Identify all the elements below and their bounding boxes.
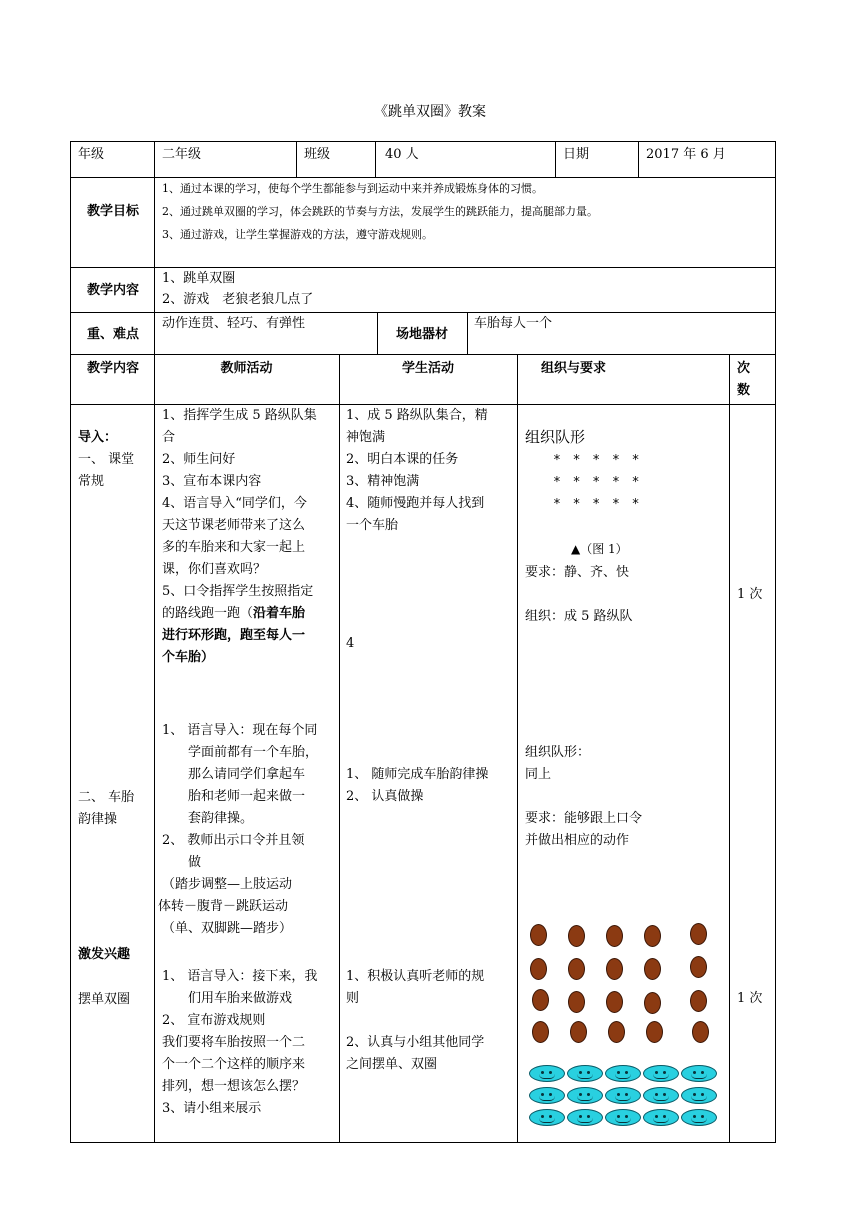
venue-value: 车胎每人一个	[474, 316, 553, 331]
tire-oval	[568, 925, 585, 947]
objective-2: 2、通过跳单双圈的学习，体会跳跃的节奏与方法，发展学生的跳跃能力，提高腿部力量。	[162, 205, 598, 218]
col-times-2: 数	[737, 383, 751, 398]
class-value: 40 人	[385, 147, 419, 162]
tire-icon	[529, 1109, 565, 1126]
tire-icon	[529, 1087, 565, 1104]
tire-oval	[606, 958, 623, 980]
content-label: 教学内容	[86, 283, 139, 298]
col-times-1: 次	[737, 361, 751, 376]
key-label: 重、难点	[86, 327, 139, 342]
tire-oval	[532, 989, 549, 1011]
date-label: 日期	[563, 147, 590, 162]
tire-icon	[529, 1065, 565, 1082]
tire-icon	[605, 1065, 641, 1082]
key-value: 动作连贯、轻巧、有弹性	[162, 316, 306, 331]
tire-oval	[530, 924, 547, 946]
s2-org: 组织队形： 同上 要求：能够跟上口令 并做出相应的动作	[525, 745, 643, 848]
formation-stars: * * * * * * * * * * * * * * *	[553, 453, 642, 512]
s1-label-a: 导入：	[78, 430, 118, 445]
tire-icon	[681, 1109, 717, 1126]
s1-organization: 组织：成 5 路纵队	[525, 609, 633, 624]
tire-icon	[643, 1065, 679, 1082]
tire-oval	[568, 991, 585, 1013]
tire-oval	[606, 925, 623, 947]
s1-student-extra: 4	[346, 636, 355, 651]
tire-oval	[690, 923, 707, 945]
tire-oval	[570, 1021, 587, 1043]
s1-org-title: 组织队形	[525, 428, 586, 446]
s3-student: 1、积极认真听老师的规 则 2、认真与小组其他同学 之间摆单、双圈	[346, 969, 485, 1072]
tire-oval	[644, 958, 661, 980]
tire-oval	[608, 1021, 625, 1043]
tire-oval	[568, 958, 585, 980]
objective-3: 3、通过游戏，让学生掌握游戏的方法，遵守游戏规则。	[162, 228, 433, 241]
tire-oval	[692, 1021, 709, 1043]
s3-label-b: 摆单双圈	[78, 992, 131, 1007]
s1-times: 1 次	[737, 587, 763, 602]
tire-oval	[530, 958, 547, 980]
tire-oval	[644, 992, 661, 1014]
tire-icon	[605, 1087, 641, 1104]
s1-label-c: 常规	[78, 474, 105, 489]
tire-oval	[690, 990, 707, 1012]
tire-icon	[643, 1109, 679, 1126]
s2-label-a: 二、 车胎	[78, 790, 135, 805]
s3-label-a: 激发兴趣	[78, 947, 131, 962]
s1-student: 1、成 5 路纵队集合，精 神饱满 2、明白本课的任务 3、精神饱满 4、随师慢跑并每人找到 一个车胎	[346, 408, 488, 533]
s2-teacher: 1、 语言导入：现在每个同 学面前都有一个车胎， 那么请同学们拿起车 胎和老师一起来做一 套韵律操。 2、 教师出示口令并且领 做 （踏步调整—上肢运动 体转－腹背－跳跃运动 （单、双脚跳—踏步）	[158, 723, 319, 936]
teacher-marker: ▲（图 1）	[571, 542, 628, 556]
date-value: 2017 年 6 月	[646, 147, 726, 162]
tire-oval	[606, 991, 623, 1013]
tire-icon	[605, 1109, 641, 1126]
s3-teacher: 1、 语言导入：接下来，我 们用车胎来做游戏 2、 宣布游戏规则 我们要将车胎按照一个二 个一个二个这样的顺序来 排列，想一想该怎么摆？ 3、请小组来展示	[162, 969, 318, 1116]
s1-label-b: 一、 课堂	[78, 452, 135, 467]
venue-label: 场地器材	[395, 327, 448, 342]
tire-icon	[681, 1065, 717, 1082]
objectives-label: 教学目标	[86, 204, 139, 219]
document-title: 《跳单双圈》教案	[374, 104, 486, 120]
s3-times: 1 次	[737, 991, 763, 1006]
content-item-1: 1、跳单双圈	[162, 271, 236, 286]
col-org: 组织与要求	[541, 361, 607, 376]
grade-label: 年级	[78, 147, 105, 162]
s2-label-b: 韵律操	[78, 812, 118, 827]
grade-value: 二年级	[162, 147, 202, 162]
tire-icon	[643, 1087, 679, 1104]
s1-requirement: 要求：静、齐、快	[525, 565, 630, 580]
tire-oval	[690, 956, 707, 978]
objective-1: 1、通过本课的学习，使每个学生都能参与到运动中来并养成锻炼身体的习惯。	[162, 182, 543, 195]
col-content: 教学内容	[86, 361, 139, 376]
col-teacher: 教师活动	[220, 361, 273, 376]
tire-oval	[644, 925, 661, 947]
class-label: 班级	[304, 147, 331, 162]
tire-icon	[681, 1087, 717, 1104]
tire-icon	[567, 1109, 603, 1126]
tire-icon	[567, 1065, 603, 1082]
s1-teacher: 1、指挥学生成 5 路纵队集 合 2、师生问好 3、宣布本课内容 4、语言导入“同学们，今 天这节课老师带来了这么 多的车胎来和大家一起上 课，你们喜欢吗？ 5、口令指挥学生按照指定 的路线跑一跑（沿着车胎 进行环形跑，跑至每人一 个车胎）	[162, 408, 317, 665]
tire-icon	[567, 1087, 603, 1104]
col-student: 学生活动	[401, 361, 454, 376]
tire-oval	[646, 1021, 663, 1043]
content-item-2: 2、游戏 老狼老狼几点了	[162, 292, 314, 307]
tire-oval	[532, 1021, 549, 1043]
s2-student: 1、 随师完成车胎韵律操 2、 认真做操	[346, 767, 489, 804]
